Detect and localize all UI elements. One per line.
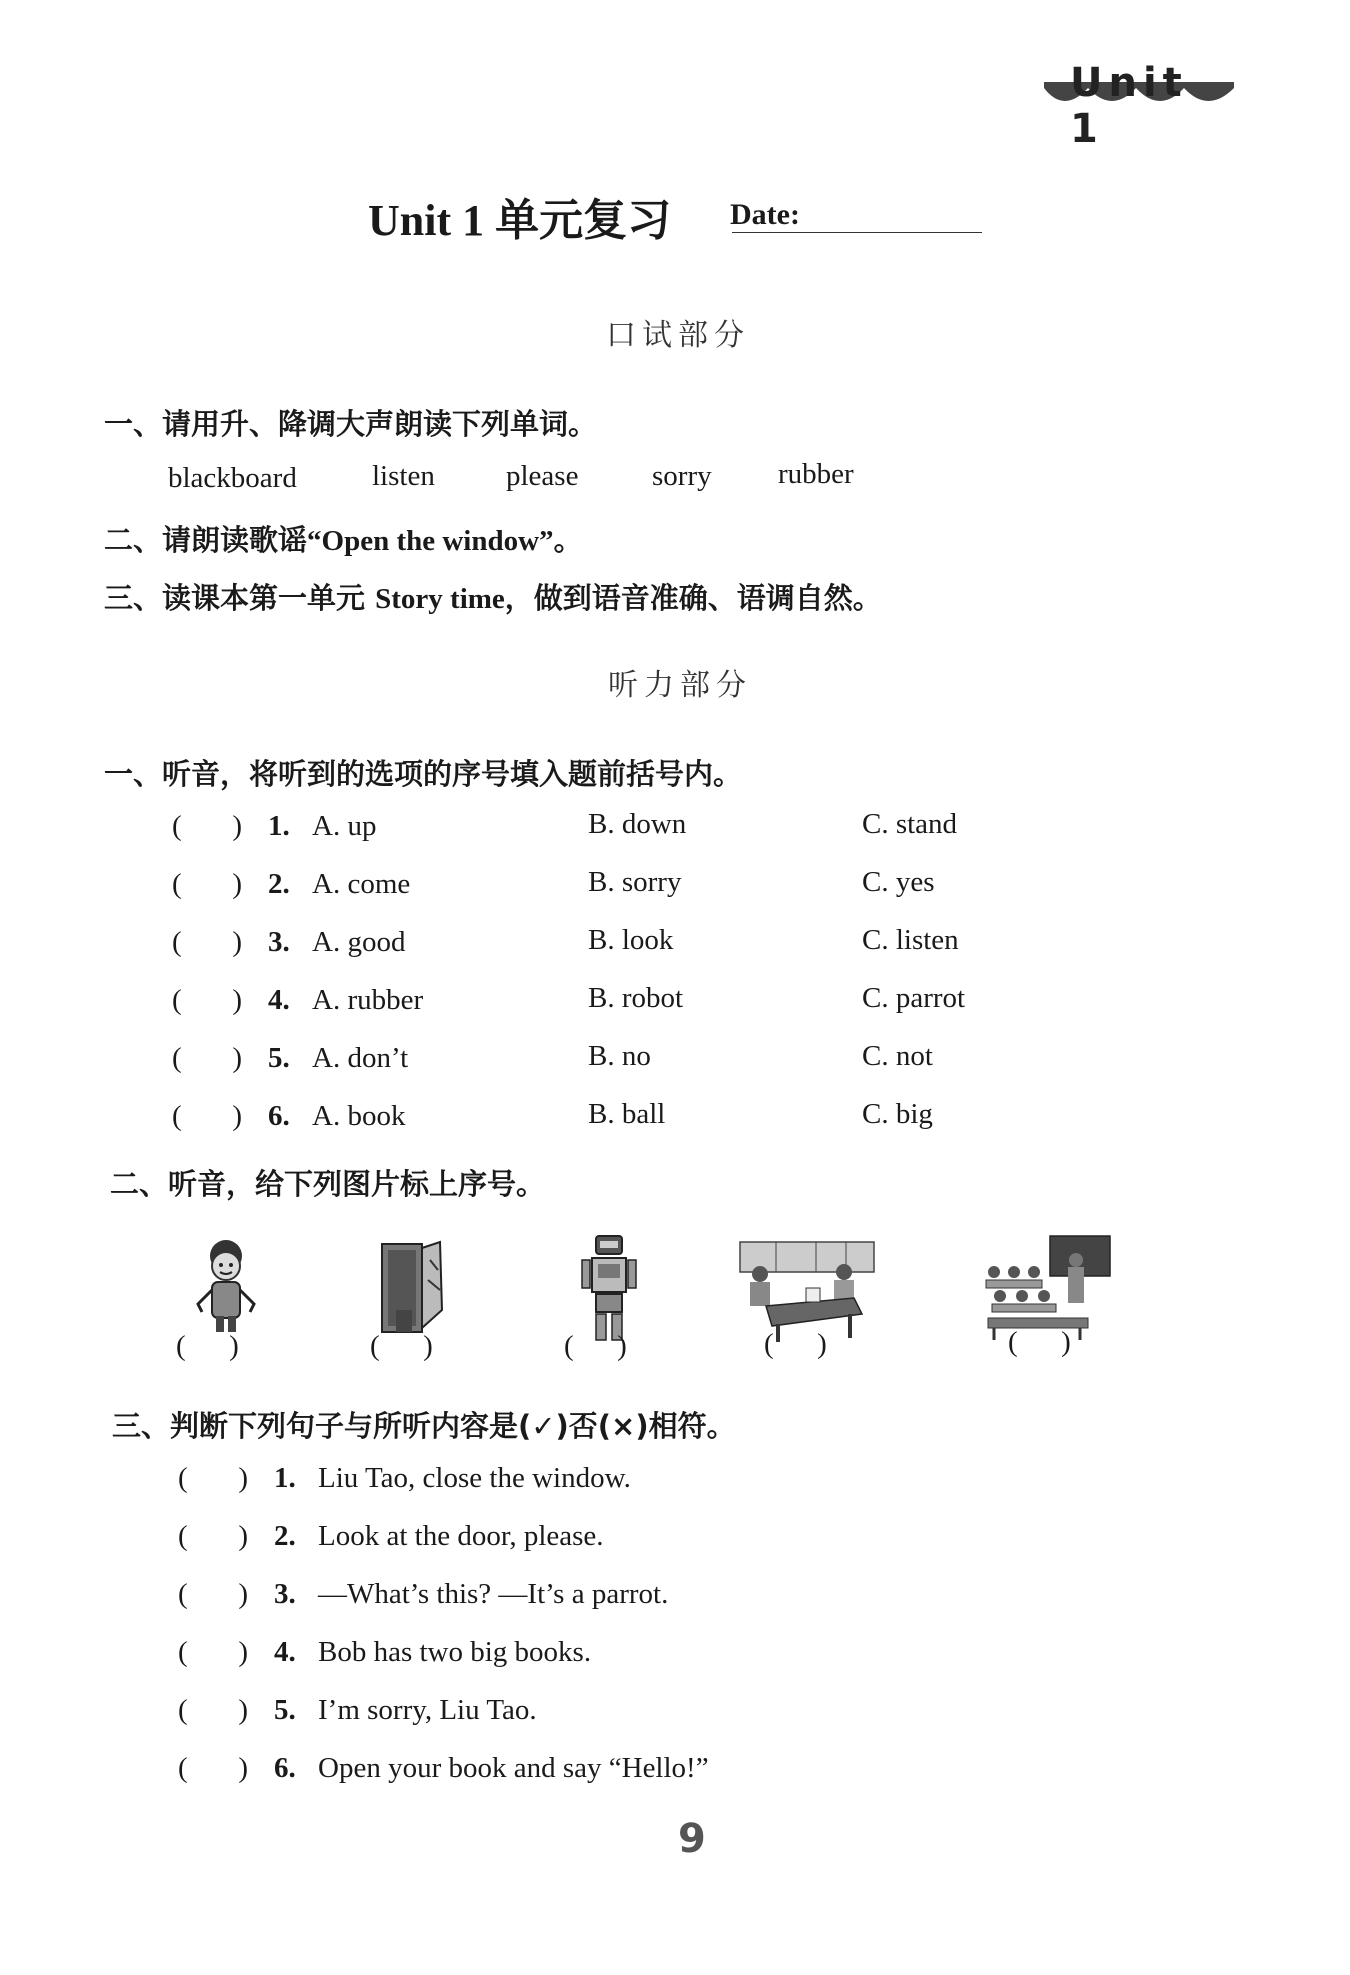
robot-picture — [580, 1232, 640, 1344]
option-b: B. look — [588, 924, 674, 956]
option-c: C. yes — [862, 866, 935, 898]
oral-q3-suffix: ，做到语音准确、语调自然。 — [504, 581, 882, 615]
item-number: 3. — [274, 1578, 296, 1610]
word-rubber: rubber — [778, 458, 854, 490]
unit-badge — [1040, 58, 1240, 152]
option-c: C. stand — [862, 808, 958, 840]
item-number: 5. — [268, 1042, 290, 1074]
answer-paren[interactable]: ( ) — [178, 1462, 249, 1494]
oral-q2-song: “Open the window” — [307, 525, 554, 557]
answer-paren[interactable]: ( ) — [178, 1578, 249, 1610]
sentence-text: —What’s this? —It’s a parrot. — [318, 1578, 669, 1610]
option-a: A. rubber — [312, 984, 424, 1016]
picture-answer-paren[interactable]: ( ) — [564, 1330, 627, 1362]
listening-part2-heading: 二、听音，给下列图片标上序号。 — [110, 1167, 546, 1201]
sentence-text: Look at the door, please. — [318, 1520, 604, 1552]
answer-paren[interactable]: ( ) — [178, 1694, 249, 1726]
answer-paren[interactable]: ( ) — [172, 868, 243, 900]
answer-paren[interactable]: ( ) — [178, 1520, 249, 1552]
listening-part1-heading: 一、听音，将听到的选项的序号填入题前括号内。 — [104, 757, 743, 791]
option-a: A. good — [312, 926, 406, 958]
oral-q3-prefix: 三、读课本第一单元 — [104, 581, 366, 615]
word-listen: listen — [372, 460, 435, 492]
oral-section-title: 口试部分 — [606, 318, 750, 353]
oral-q2-heading — [104, 518, 583, 559]
page-number: 9 — [678, 1816, 706, 1862]
sentence-text: I’m sorry, Liu Tao. — [318, 1694, 537, 1726]
item-number: 1. — [268, 810, 290, 842]
listening-part3-heading: 三、判断下列句子与所听内容是(✓)否(×)相符。 — [112, 1409, 736, 1443]
answer-paren[interactable]: ( ) — [178, 1636, 249, 1668]
item-number: 4. — [274, 1636, 296, 1668]
item-number: 4. — [268, 984, 290, 1016]
option-b: B. no — [588, 1040, 651, 1072]
option-b: B. down — [588, 808, 687, 840]
boy-picture — [188, 1238, 268, 1338]
answer-paren[interactable]: ( ) — [178, 1752, 249, 1784]
answer-paren[interactable]: ( ) — [172, 810, 243, 842]
option-a: A. up — [312, 810, 377, 842]
word-sorry: sorry — [652, 460, 712, 492]
sentence-text: Liu Tao, close the window. — [318, 1462, 631, 1494]
picture-answer-paren[interactable]: ( ) — [764, 1328, 827, 1360]
answer-paren[interactable]: ( ) — [172, 984, 243, 1016]
picture-answer-paren[interactable]: ( ) — [1008, 1326, 1071, 1358]
oral-q3-story: Story time — [375, 583, 505, 615]
item-number: 5. — [274, 1694, 296, 1726]
picture-answer-paren[interactable]: ( ) — [370, 1330, 433, 1362]
option-b: B. robot — [588, 982, 684, 1014]
item-number: 2. — [274, 1520, 296, 1552]
answer-paren[interactable]: ( ) — [172, 926, 243, 958]
option-c: C. parrot — [862, 982, 966, 1014]
sentence-text: Open your book and say “Hello!” — [318, 1752, 709, 1784]
date-label: Date: — [730, 198, 800, 231]
item-number: 6. — [268, 1100, 290, 1132]
oral-q3-heading — [104, 576, 882, 617]
oral-q1-heading: 一、请用升、降调大声朗读下列单词。 — [104, 407, 598, 441]
item-number: 2. — [268, 868, 290, 900]
unit-badge-text: Unit 1 — [1070, 60, 1188, 152]
word-please: please — [506, 460, 579, 492]
option-b: B. ball — [588, 1098, 666, 1130]
page-title: Unit 1 单元复习 — [368, 196, 672, 245]
option-c: C. listen — [862, 924, 959, 956]
option-b: B. sorry — [588, 866, 682, 898]
option-a: A. book — [312, 1100, 406, 1132]
option-a: A. don’t — [312, 1042, 409, 1074]
item-number: 3. — [268, 926, 290, 958]
item-number: 6. — [274, 1752, 296, 1784]
option-c: C. not — [862, 1040, 933, 1072]
oral-q2-prefix: 二、请朗读歌谣 — [104, 523, 308, 557]
door-picture — [378, 1240, 448, 1340]
date-input-line[interactable] — [732, 232, 982, 233]
answer-paren[interactable]: ( ) — [172, 1100, 243, 1132]
option-c: C. big — [862, 1098, 933, 1130]
answer-paren[interactable]: ( ) — [172, 1042, 243, 1074]
listening-section-title: 听力部分 — [608, 668, 752, 703]
oral-q2-suffix: 。 — [553, 523, 583, 557]
sentence-text: Bob has two big books. — [318, 1636, 592, 1668]
item-number: 1. — [274, 1462, 296, 1494]
option-a: A. come — [312, 868, 411, 900]
word-blackboard: blackboard — [168, 462, 297, 494]
picture-answer-paren[interactable]: ( ) — [176, 1330, 239, 1362]
